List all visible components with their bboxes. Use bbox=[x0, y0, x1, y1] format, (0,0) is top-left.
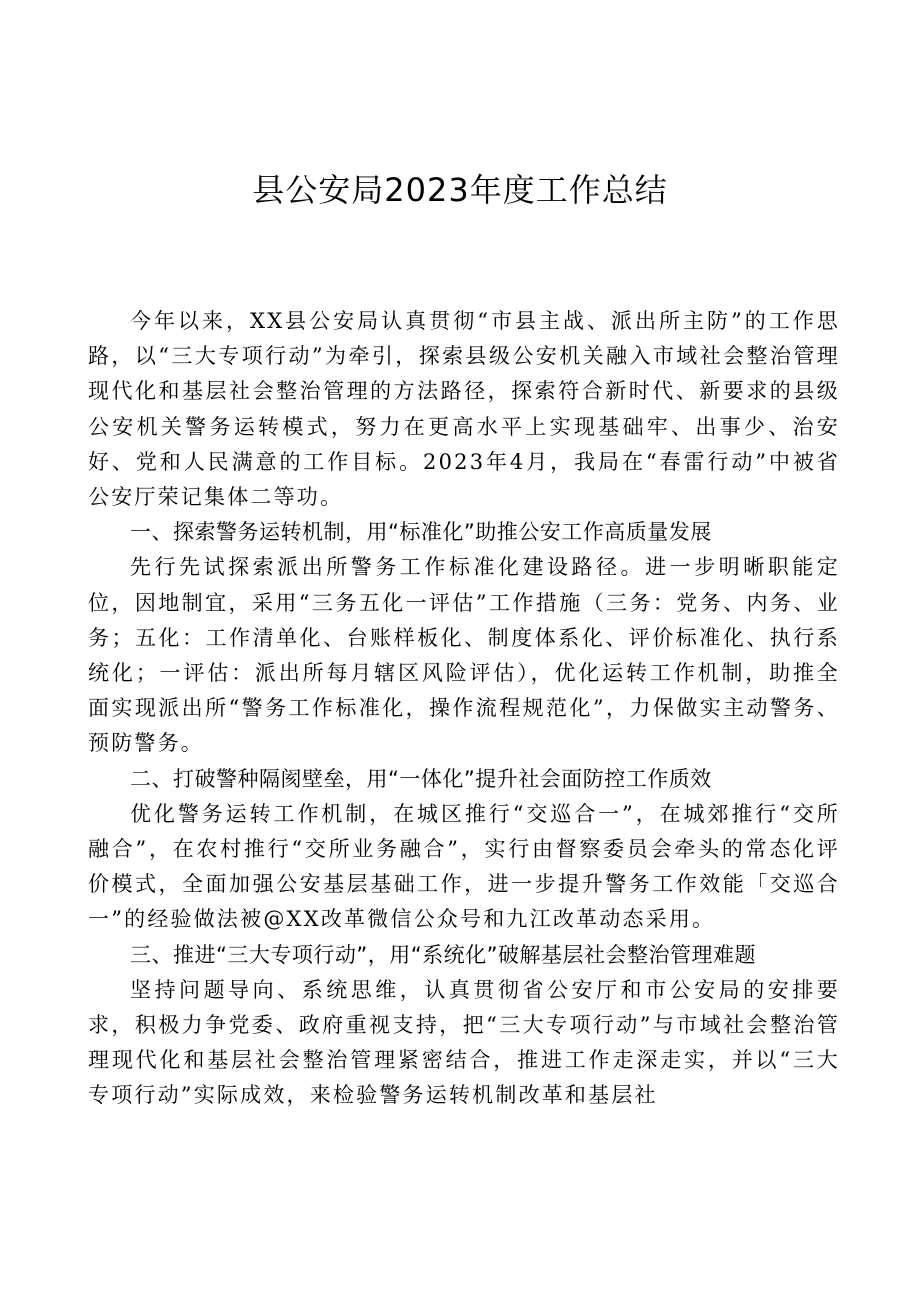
page-title: 县公安局2023年度工作总结 bbox=[252, 171, 668, 209]
section-heading-3: 三、推进“三大专项行动”，用“系统化”破解基层社会整治管理难题 bbox=[130, 942, 757, 967]
section-heading-1: 一、探索警务运转机制，用“标准化”助推公安工作高质量发展 bbox=[130, 520, 712, 545]
section-paragraph-1: 先行先试探索派出所警务工作标准化建设路径。进一步明晰职能定位，因地制宜，采用“三务五化一评估”工作措施（三务：党务、内务、业务；五化：工作清单化、台账样板化、制度体系化、评价标准化、执行系统化；一评估：派出所每月辖区风险评估），优化运转工作机制，助推全面实现派出所“警务工作标准化，操作流程规范化”，力保做实主动警务、预防警务。 bbox=[88, 555, 840, 756]
section-heading-2: 二、打破警种隔阂壁垒，用“一体化”提升社会面防控工作质效 bbox=[130, 766, 712, 791]
document-body bbox=[88, 304, 840, 1114]
section-paragraph-3: 坚持问题导向、系统思维，认真贯彻省公安厅和市公安局的安排要求，积极力争党委、政府重视支持，把“三大专项行动”与市域社会整治管理现代化和基层社会整治管理紧密结合，推进工作走深走实，并以“三大专项行动”实际成效，来检验警务运转机制改革和基层社 bbox=[88, 977, 840, 1108]
section-paragraph-2: 优化警务运转工作机制，在城区推行“交巡合一”，在城郊推行“交所融合”，在农村推行“交所业务融合”，实行由督察委员会牵头的常态化评价模式，全面加强公安基层基础工作，进一步提升警务工作效能「交巡合一”的经验做法被@XX改革微信公众号和九江改革动态采用。 bbox=[88, 801, 840, 932]
intro-paragraph: 今年以来，XX县公安局认真贯彻“市县主战、派出所主防”的工作思路，以“三大专项行动”为牵引，探索县级公安机关融入市域社会整治管理现代化和基层社会整治管理的方法路径，探索符合新时代、新要求的县级公安机关警务运转模式，努力在更高水平上实现基础牢、出事少、治安好、党和人民满意的工作目标。2023年4月，我局在“春雷行动”中被省公安厅荣记集体二等功。 bbox=[88, 309, 840, 510]
